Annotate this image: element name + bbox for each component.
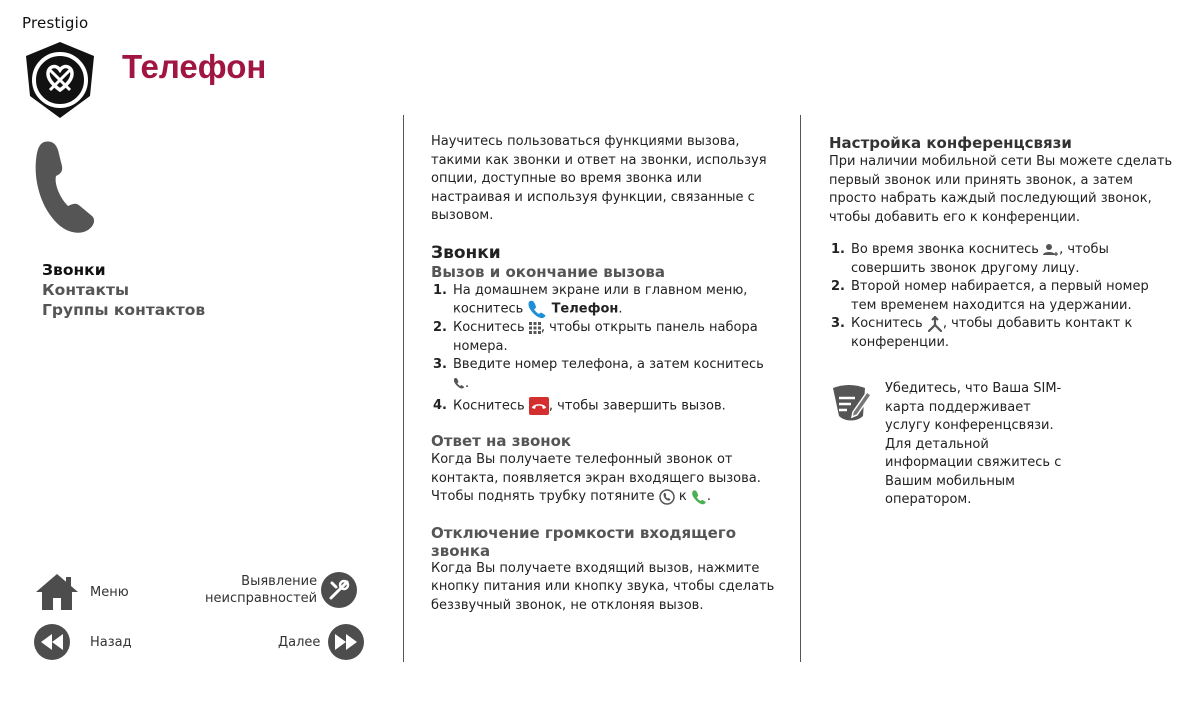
step-text: Коснитесь (851, 316, 923, 331)
column-divider-2 (800, 115, 801, 662)
step-text: , чтобы совершить звонок другому лицу. (851, 242, 1109, 276)
back-button[interactable] (34, 624, 132, 660)
menu-label: Меню (90, 584, 129, 600)
list-item (431, 319, 776, 356)
phone-handset-icon (30, 136, 106, 236)
step-bold-text: Телефон (551, 301, 619, 317)
calls-column (431, 133, 776, 615)
subsection-title-mute: Отключение громкости входящего звонка (431, 523, 736, 560)
subsection-title-make-end: Вызов и окончание вызова (431, 262, 666, 281)
section-toc (42, 260, 205, 320)
list-item (431, 397, 776, 416)
list-item (829, 278, 1174, 315)
tools-icon (321, 572, 357, 608)
step-text: , чтобы открыть панель набора номера. (453, 320, 758, 354)
mute-text: Когда Вы получаете входящий вызов, нажмите кнопку питания или кнопку звука, чтобы сделать беззвучный звонок, не отклоняя вызов. (431, 560, 775, 613)
answer-text (431, 451, 776, 507)
step-number: 1. (433, 282, 447, 298)
answer-text-part: . (706, 489, 711, 504)
conference-column (829, 134, 1174, 510)
toc-item-contacts[interactable]: Контакты (42, 281, 129, 299)
section-title-calls: Звонки (431, 242, 501, 263)
note-text: Убедитесь, что Ваша SIM-карта поддерживает услугу конференцсвязи. Для детальной информации свяжитесь с Вашим мобильным оператором. (885, 381, 1062, 507)
step-number: 2. (831, 279, 845, 294)
step-text: , чтобы добавить контакт к конференции. (851, 316, 1133, 350)
home-icon (34, 572, 80, 612)
troubleshoot-button[interactable] (205, 572, 357, 608)
troubleshoot-label-2: неисправностей (205, 591, 318, 606)
note-pencil-icon (829, 382, 873, 426)
list-item (829, 315, 1174, 352)
merge-calls-icon (927, 316, 943, 332)
toc-item-calls[interactable]: Звонки (42, 261, 106, 279)
step-text: Коснитесь (453, 398, 525, 414)
brand-name: Prestigio (22, 14, 89, 32)
step-text: . (618, 301, 623, 317)
page-title: Телефон (122, 48, 267, 85)
step-number: 4. (433, 398, 447, 413)
make-call-steps (431, 282, 776, 417)
column-divider-1 (403, 115, 404, 662)
step-text: Во время звонка коснитесь (851, 242, 1039, 257)
answer-text-part: Когда Вы получаете телефонный звонок от контакта, появляется экран входящего вызова. Чтобы поднять трубку потяните (431, 452, 761, 504)
subsection-title-answer: Ответ на звонок (431, 432, 572, 450)
call-icon (453, 377, 465, 389)
conference-intro: При наличии мобильной сети Вы можете сделать первый звонок или принять звонок, а затем просто набрать каждый последующий звонок, чтобы добавить его к конференции. (829, 154, 1173, 225)
step-text: Коснитесь (453, 320, 525, 335)
conference-steps (829, 241, 1174, 352)
answer-slider-icon (659, 489, 675, 505)
green-phone-icon (691, 489, 707, 505)
back-label: Назад (90, 634, 132, 650)
intro-text: Научитесь пользоваться функциями вызова, такими как звонки и ответ на звонки, используя опции, доступные во время звонка или настраивая и используя функции, связанные с вызовом. (431, 134, 767, 223)
next-button[interactable] (278, 624, 364, 660)
menu-button[interactable] (34, 572, 129, 612)
add-call-icon (1043, 243, 1059, 257)
prestigio-logo-icon (20, 40, 100, 120)
answer-text-part: к (678, 489, 687, 504)
rewind-icon (34, 624, 70, 660)
list-item (431, 282, 776, 320)
troubleshoot-label-1: Выявление (241, 574, 318, 589)
step-text: Второй номер набирается, а первый номер тем временем находится на удержании. (851, 279, 1149, 313)
step-number: 3. (831, 316, 845, 331)
end-call-icon (529, 397, 549, 415)
step-text: , чтобы завершить вызов. (548, 398, 726, 414)
phone-app-icon (527, 300, 547, 318)
toc-item-contact-groups[interactable]: Группы контактов (42, 301, 206, 319)
list-item (431, 356, 776, 393)
fast-forward-icon (328, 624, 364, 660)
step-number: 2. (433, 320, 447, 335)
step-text: Введите номер телефона, а затем коснитесь (453, 357, 764, 372)
step-text: На домашнем экране или в главном меню, коснитесь (453, 282, 748, 317)
keypad-icon (529, 322, 541, 334)
step-number: 1. (831, 242, 845, 257)
step-number: 3. (433, 357, 447, 372)
list-item (829, 241, 1174, 278)
conference-title: Настройка конференцсвязи (829, 134, 1072, 152)
next-label: Далее (278, 634, 321, 650)
step-text: . (465, 375, 470, 391)
note-box (829, 380, 1174, 510)
